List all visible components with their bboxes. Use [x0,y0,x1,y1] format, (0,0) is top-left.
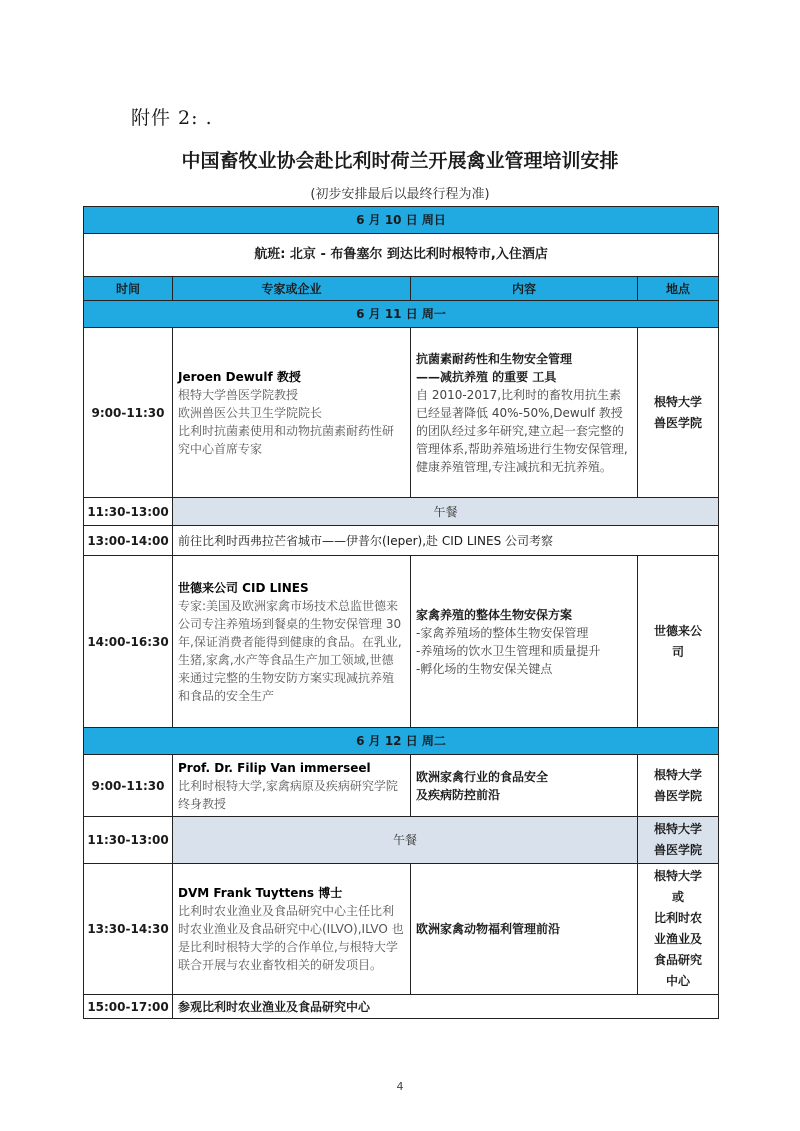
day-header-row [84,301,719,328]
expert-desc-line: 欧洲兽医公共卫生学院院长 [178,405,323,420]
lunch-row [84,498,719,526]
document-title: 中国畜牧业协会赴比利时荷兰开展禽业管理培训安排 [181,150,619,172]
location-line: 中心 [666,974,691,988]
session-row [84,526,719,556]
session-time: 9:00-11:30 [84,755,173,817]
expert-cell [173,556,411,728]
content-cell [411,556,638,728]
location-line: 食品研究 [654,953,703,967]
expert-name: DVM Frank Tuyttens 博士 [178,886,343,900]
header-time: 时间 [84,277,173,301]
session-time: 11:30-13:00 [84,817,173,864]
flight-row [84,234,719,277]
expert-cell [173,755,411,817]
expert-name: Prof. Dr. Filip Van immerseel [178,760,371,775]
schedule-table [83,206,719,1019]
content-title-line: 欧洲家禽行业的食品安全 [416,769,549,784]
expert-cell [173,864,411,995]
session-time: 13:30-14:30 [84,864,173,995]
expert-desc-line: 根特大学兽医学院教授 [178,387,299,402]
lunch-row [84,817,719,864]
session-row [84,328,719,498]
expert-name: 世德来公司 CID LINES [178,580,309,595]
header-expert: 专家或企业 [173,277,411,301]
location-cell [638,817,719,864]
location-cell [638,864,719,995]
expert-desc: 专家:美国及欧洲家禽市场技术总监世德来公司专注养殖场到餐桌的生物安保管理 30 年,保证消费者能得到健康的食品。在乳业,生猪,家禽,水产等食品生产加工领域,世德来通过完整的生物安防方案实现减抗养殖和食品的安全生产 [178,598,402,703]
day-date: 6 月 12 日 周二 [84,728,719,755]
session-time: 15:00-17:00 [84,995,173,1019]
content-cell [411,755,638,817]
day-date: 6 月 10 日 周日 [84,207,719,234]
session-time: 9:00-11:30 [84,328,173,498]
column-header-row [84,277,719,301]
location-line: 兽医学院 [654,843,703,857]
session-row [84,755,719,817]
location-line: 比利时农 [654,911,703,925]
content-item: -养殖场的饮水卫生管理和质量提升 [416,643,601,658]
location-line: 根特大学 [654,767,703,782]
content-item: -家禽养殖场的整体生物安保管理 [416,625,589,640]
content-title-line: ——减抗养殖 的重要 工具 [416,369,557,384]
lunch-label: 午餐 [173,498,719,526]
attachment-label: 附件 2: . [131,107,213,129]
session-time: 11:30-13:00 [84,498,173,526]
location-cell [638,328,719,498]
session-time: 14:00-16:30 [84,556,173,728]
day-header-row [84,207,719,234]
location-line: 根特大学 [654,394,703,409]
location-line: 司 [672,644,685,659]
location-line: 世德来公 [654,623,703,638]
expert-cell [173,328,411,498]
day-header-row [84,728,719,755]
location-line: 根特大学 [654,822,703,836]
location-line: 根特大学 [654,869,703,883]
content-title: 家禽养殖的整体生物安保方案 [416,607,573,622]
document-subtitle: (初步安排最后以最终行程为准) [310,187,490,202]
content-cell: 欧洲家禽动物福利管理前沿 [411,864,638,995]
content-item: -孵化场的生物安保关键点 [416,661,553,676]
location-line: 或 [672,890,685,904]
header-location: 地点 [638,277,719,301]
session-row [84,864,719,995]
session-row [84,995,719,1019]
expert-desc: 比利时农业渔业及食品研究中心主任比利时农业渔业及食品研究中心(ILVO),ILVO 也是比利时根特大学的合作单位,与根特大学联合开展与农业畜牧相关的研发项目。 [178,904,404,972]
flight-info: 航班: 北京 - 布鲁塞尔 到达比利时根特市,入住酒店 [84,234,719,277]
lunch-label: 午餐 [173,817,638,864]
location-line: 兽医学院 [654,415,703,430]
session-row [84,556,719,728]
content-desc: 自 2010-2017,比利时的畜牧用抗生素已经显著降低 40%-50%,Dewulf 教授的团队经过多年研究,建立起一套完整的管理体系,帮助养殖场进行生物安保管理,健康养殖管理,专注减抗和无抗养殖。 [416,387,628,474]
day-date: 6 月 11 日 周一 [84,301,719,328]
visit-info: 参观比利时农业渔业及食品研究中心 [173,995,719,1019]
session-time: 13:00-14:00 [84,526,173,556]
location-cell [638,755,719,817]
expert-desc: 比利时根特大学,家禽病原及疾病研究学院终身教授 [178,778,398,811]
expert-name: Jeroen Dewulf 教授 [178,369,301,384]
content-title-line: 及疾病防控前沿 [416,787,501,802]
header-content: 内容 [411,277,638,301]
location-cell [638,556,719,728]
expert-desc-line: 比利时抗菌素使用和动物抗菌素耐药性研究中心首席专家 [178,423,395,456]
transfer-info: 前往比利时西弗拉芒省城市——伊普尔(Ieper),赴 CID LINES 公司考察 [173,526,719,556]
content-cell [411,328,638,498]
content-title-line: 抗菌素耐药性和生物安全管理 [416,351,573,366]
page-number: 4 [396,1080,404,1093]
location-line: 兽医学院 [654,788,703,803]
location-line: 业渔业及 [654,932,703,946]
